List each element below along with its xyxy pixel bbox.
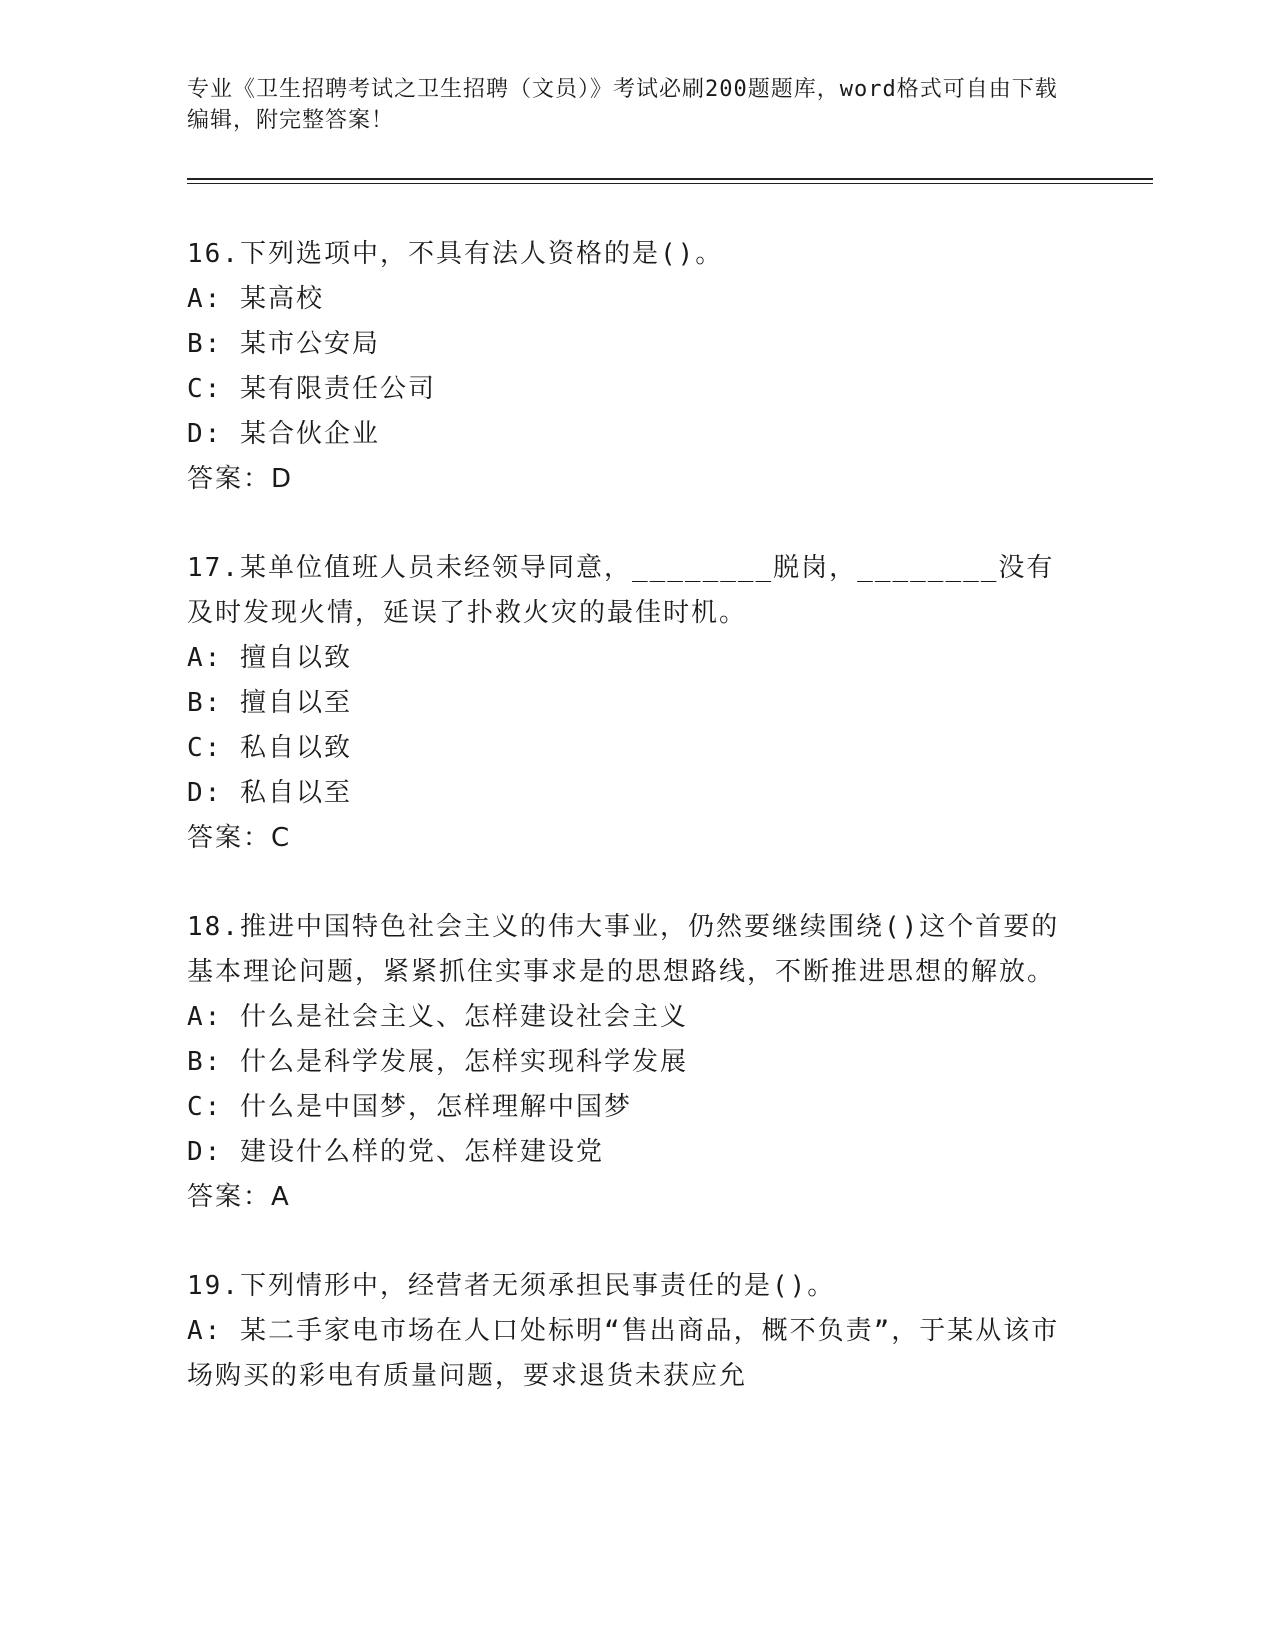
question-stem: 18.推进中国特色社会主义的伟大事业，仍然要继续围绕()这个首要的基本理论问题，紧紧抓住实事求是的思想路线，不断推进思想的解放。 [187,912,1060,987]
question-18 [187,905,1067,1220]
option-d: D: 某合伙企业 [187,419,380,449]
option-b: B: 擅自以至 [187,688,352,718]
question-17 [187,546,1067,861]
question-list [187,232,1067,1443]
document-header: 专业《卫生招聘考试之卫生招聘（文员）》考试必刷200题题库，word格式可自由下载编辑，附完整答案！ [187,77,1058,133]
option-c: C: 私自以致 [187,733,352,763]
question-stem: 19.下列情形中，经营者无须承担民事责任的是()。 [187,1271,836,1301]
option-a: A: 某二手家电市场在人口处标明“售出商品，概不负责”，于某从该市场购买的彩电有质量问题，要求退货未获应允 [187,1316,1060,1391]
header-divider [187,178,1153,184]
question-19 [187,1264,1067,1399]
option-a: A: 擅自以致 [187,643,352,673]
option-c: C: 某有限责任公司 [187,374,436,404]
question-stem: 17.某单位值班人员未经领导同意，________脱岗，________没有及时发现火情，延误了扑救火灾的最佳时机。 [187,553,1055,628]
option-c: C: 什么是中国梦，怎样理解中国梦 [187,1092,632,1122]
answer-label: 答案：A [187,1182,291,1212]
option-b: B: 某市公安局 [187,329,380,359]
option-a: A: 某高校 [187,284,324,314]
option-a: A: 什么是社会主义、怎样建设社会主义 [187,1002,688,1032]
question-16 [187,232,1067,502]
option-d: D: 私自以至 [187,778,352,808]
question-stem: 16.下列选项中，不具有法人资格的是()。 [187,239,724,269]
answer-label: 答案：C [187,823,292,853]
answer-label: 答案：D [187,464,294,494]
option-d: D: 建设什么样的党、怎样建设党 [187,1137,604,1167]
option-b: B: 什么是科学发展，怎样实现科学发展 [187,1047,688,1077]
